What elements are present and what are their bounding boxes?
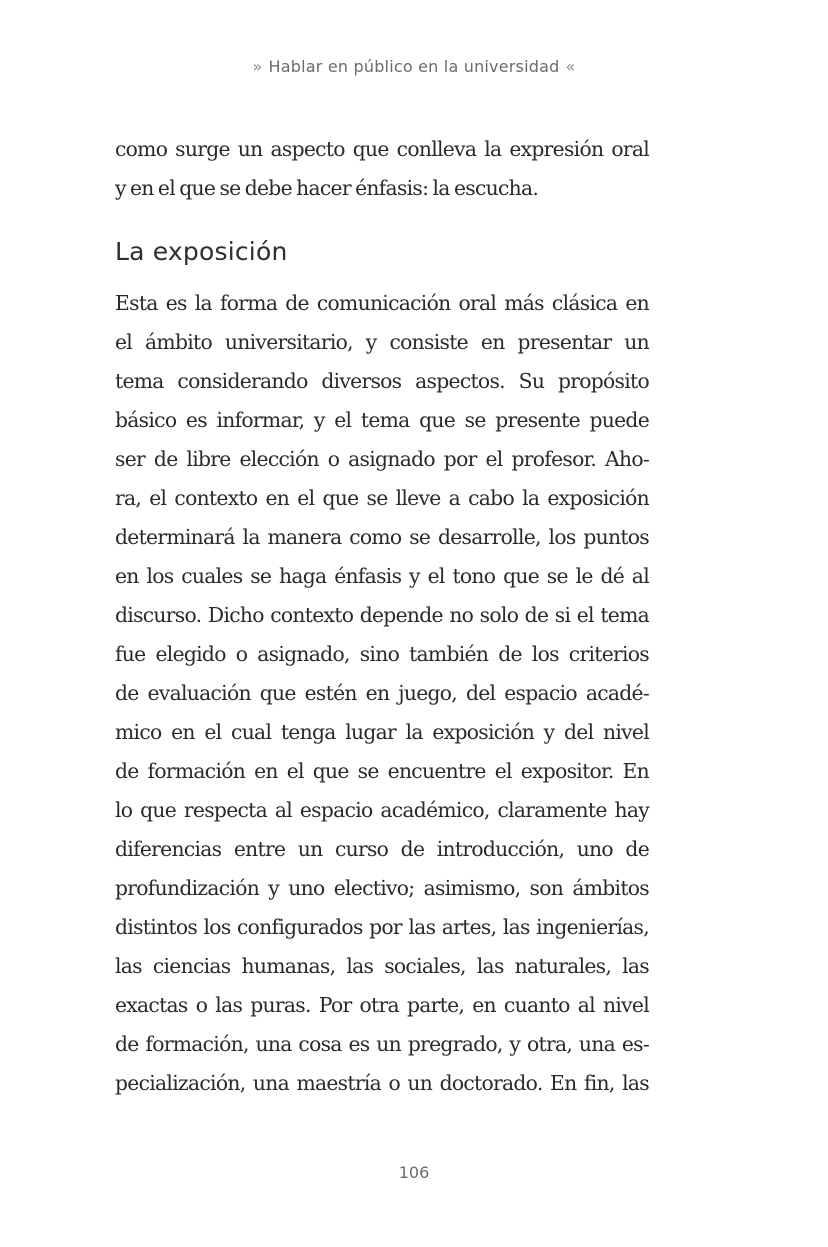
text-line: y en el que se debe hacer énfasis: la escucha. [115,176,539,200]
text-line: exactas o las puras. Por otra parte, en cuanto al nivel [115,993,649,1017]
text-line: las ciencias humanas, las sociales, las naturales, las [115,954,649,978]
text-line: discurso. Dicho contexto depende no solo de si el tema [115,603,649,627]
text-line: profundización y uno electivo; asimismo, son ámbitos [115,876,649,900]
text-line: el ámbito universitario, y consiste en presentar un [115,330,649,354]
text-line: pecialización, una maestría o un doctorado. En fin, las [115,1071,649,1095]
text-line: lo que respecta al espacio académico, claramente hay [115,798,649,822]
header-left-mark: » [252,57,263,76]
text-line: diferencias entre un curso de introducción, uno de [115,837,649,861]
running-header [0,57,828,76]
continued-paragraph [115,130,649,208]
text-line: de evaluación que estén en juego, del espacio acadé- [115,681,649,705]
text-line: fue elegido o asignado, sino también de los criterios [115,642,649,666]
section-paragraph [115,284,649,1103]
text-line: básico es informar, y el tema que se presente puede [115,408,649,432]
text-line: distintos los configurados por las artes, las ingenierías, [115,915,649,939]
text-line: de formación en el que se encuentre el expositor. En [115,759,649,783]
text-line: determinará la manera como se desarrolle, los puntos [115,525,649,549]
text-line: tema considerando diversos aspectos. Su propósito [115,369,649,393]
text-line: en los cuales se haga énfasis y el tono que se le dé al [115,564,649,588]
text-line: Esta es la forma de comunicación oral más clásica en [115,291,649,315]
header-right-mark: « [565,57,576,76]
header-title: Hablar en público en la universidad [268,57,560,76]
text-line: de formación, una cosa es un pregrado, y otra, una es- [115,1032,649,1056]
section-heading: La exposición [115,237,288,266]
text-line: ser de libre elección o asignado por el profesor. Aho- [115,447,649,471]
text-line: como surge un aspecto que conlleva la expresión oral [115,137,649,161]
text-line: mico en el cual tenga lugar la exposición y del nivel [115,720,649,744]
text-line: ra, el contexto en el que se lleve a cabo la exposición [115,486,649,510]
page-number: 106 [398,1163,430,1182]
